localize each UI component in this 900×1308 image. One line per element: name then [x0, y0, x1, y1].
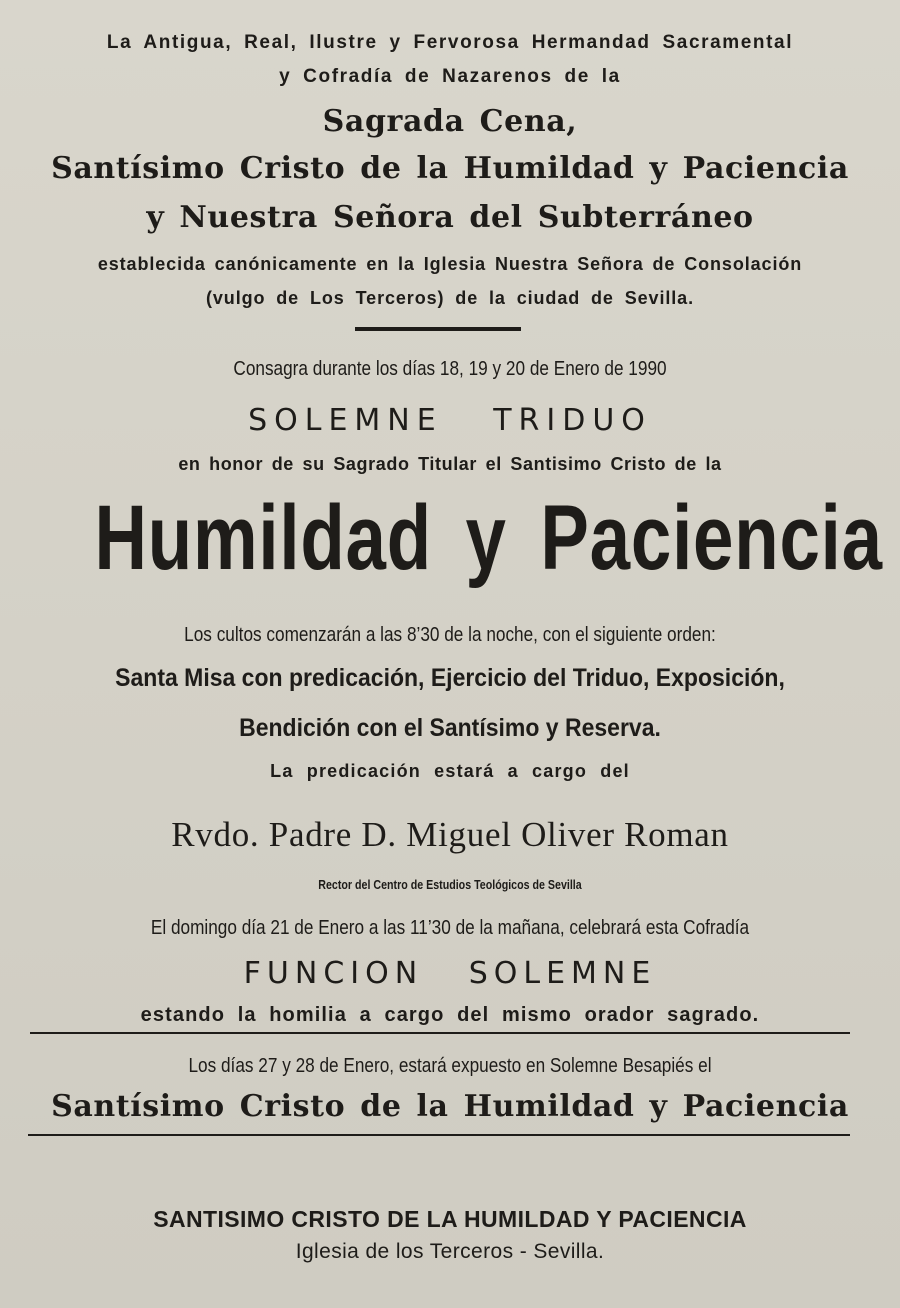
intro-line-1: La Antigua, Real, Ilustre y Fervorosa Hermandad Sacramental [106, 32, 794, 53]
homily-text: estando la homilia a cargo del mismo orador sagrado. [140, 1004, 760, 1026]
established-line-1: establecida canónicamente en la Iglesia Nuestra Señora de Consolación [97, 254, 803, 274]
preaching-text: La predicación estará a cargo del [270, 761, 630, 781]
sunday-text: El domingo día 21 de Enero a las 11’30 de la mañana, celebrará esta Cofradía [150, 917, 750, 939]
priest-name: Rvdo. Padre D. Miguel Oliver Roman [171, 815, 729, 854]
besapies-title: Santísimo Cristo de la Humildad y Paciencia [51, 1089, 849, 1124]
short-divider [355, 327, 521, 331]
rector-title: Rector del Centro de Estudios Teológicos de Sevilla [318, 877, 582, 892]
cultos-start-text: Los cultos comenzarán a las 8’30 de la noche, con el siguiente orden: [184, 624, 716, 646]
funcion-solemne-heading: FUNCION SOLEMNE [243, 956, 657, 991]
besapies-text: Los días 27 y 28 de Enero, estará expuesto en Solemne Besapiés el [188, 1055, 712, 1077]
order-line-1: Santa Misa con predicación, Ejercicio del Triduo, Exposición, [115, 664, 785, 692]
divider-upper [30, 1032, 850, 1034]
divider-lower [28, 1134, 850, 1136]
honor-text: en honor de su Sagrado Titular el Santisimo Cristo de la [178, 454, 722, 474]
footer-subtitle: Iglesia de los Terceros - Sevilla. [295, 1240, 605, 1263]
title-line-2: Santísimo Cristo de la Humildad y Paciencia [51, 151, 849, 186]
footer-title: SANTISIMO CRISTO DE LA HUMILDAD Y PACIENCIA [153, 1206, 747, 1232]
established-line-2: (vulgo de Los Terceros) de la ciudad de Sevilla. [206, 288, 694, 308]
title-line-1: Sagrada Cena, [322, 104, 578, 139]
order-line-2: Bendición con el Santísimo y Reserva. [239, 714, 661, 742]
solemne-triduo-heading: SOLEMNE TRIDUO [248, 403, 652, 438]
main-headline: Humildad y Paciencia [94, 487, 883, 589]
title-line-3: y Nuestra Señora del Subterráneo [146, 200, 754, 235]
intro-line-2: y Cofradía de Nazarenos de la [279, 66, 621, 87]
consagra-text: Consagra durante los días 18, 19 y 20 de Enero de 1990 [233, 358, 667, 380]
